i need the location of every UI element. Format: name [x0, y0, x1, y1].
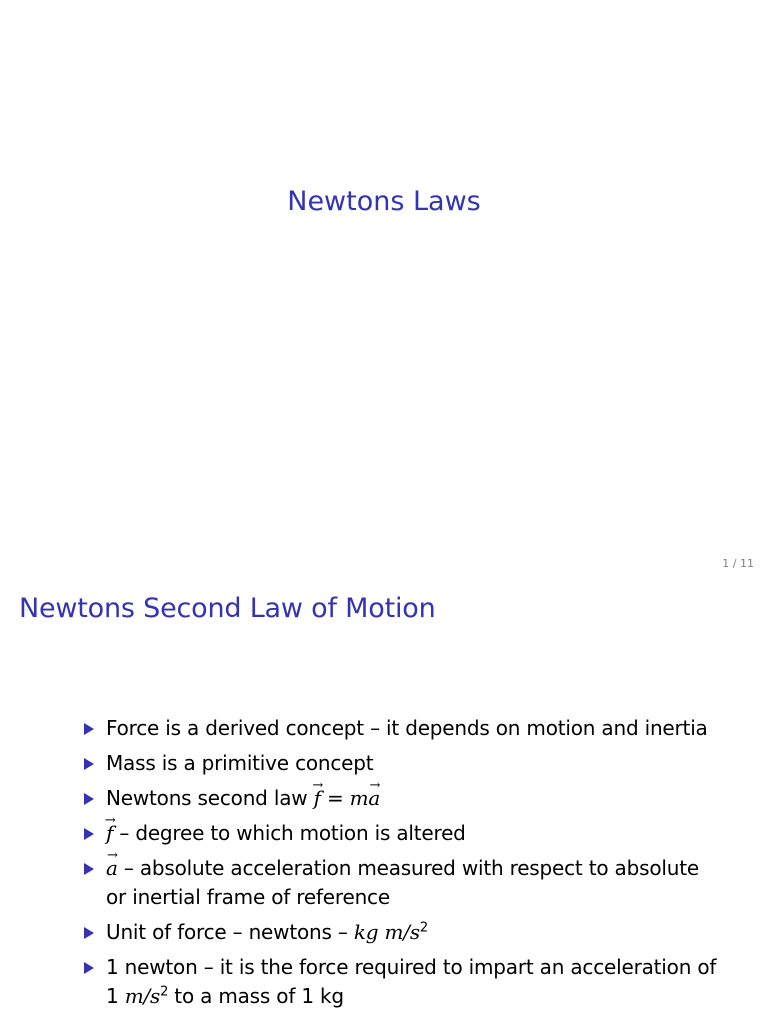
- acceleration-vector: → a: [106, 854, 118, 883]
- list-item: [82, 784, 722, 813]
- list-item: [82, 854, 722, 912]
- mass-symbol: m: [349, 786, 369, 810]
- unit-m-per-s: m/s: [124, 984, 161, 1008]
- bullet-text: – degree to which motion is altered: [113, 821, 466, 845]
- force-vector: → f: [314, 784, 321, 813]
- triangle-bullet-icon: [84, 863, 94, 875]
- content-slide: [0, 576, 768, 1024]
- bullet-text: Unit of force – newtons –: [106, 920, 354, 944]
- list-item: [82, 819, 722, 848]
- frame-title: Newtons Second Law of Motion: [19, 593, 436, 624]
- bullet-text: Mass is a primitive concept: [106, 751, 374, 775]
- triangle-bullet-icon: [84, 758, 94, 770]
- list-item: [82, 953, 722, 1011]
- unit-kg: kg: [353, 920, 379, 944]
- triangle-bullet-icon: [84, 828, 94, 840]
- bullet-text: – absolute acceleration measured with respect to absolute or inertial frame of reference: [106, 856, 699, 909]
- acceleration-vector: → a: [368, 784, 380, 813]
- page-number: 1 / 11: [722, 557, 754, 570]
- presentation-title: Newtons Laws: [287, 186, 481, 217]
- triangle-bullet-icon: [84, 927, 94, 939]
- bullet-list: [82, 714, 722, 1017]
- triangle-bullet-icon: [84, 723, 94, 735]
- bullet-text: 1 newton – it is the force required to impart an acceleration of 1: [106, 955, 717, 1008]
- bullet-text: Force is a derived concept – it depends on motion and inertia: [106, 716, 708, 740]
- exponent: 2: [160, 984, 169, 1000]
- list-item: [82, 714, 722, 743]
- force-vector: → f: [106, 819, 113, 848]
- exponent: 2: [419, 920, 428, 936]
- triangle-bullet-icon: [84, 962, 94, 974]
- bullet-text: to a mass of 1 kg: [168, 984, 344, 1008]
- unit-m-per-s: m/s: [384, 920, 420, 944]
- list-item: [82, 749, 722, 778]
- list-item: [82, 918, 722, 947]
- bullet-text: Newtons second law: [106, 786, 314, 810]
- equals-sign: =: [320, 786, 350, 810]
- triangle-bullet-icon: [84, 793, 94, 805]
